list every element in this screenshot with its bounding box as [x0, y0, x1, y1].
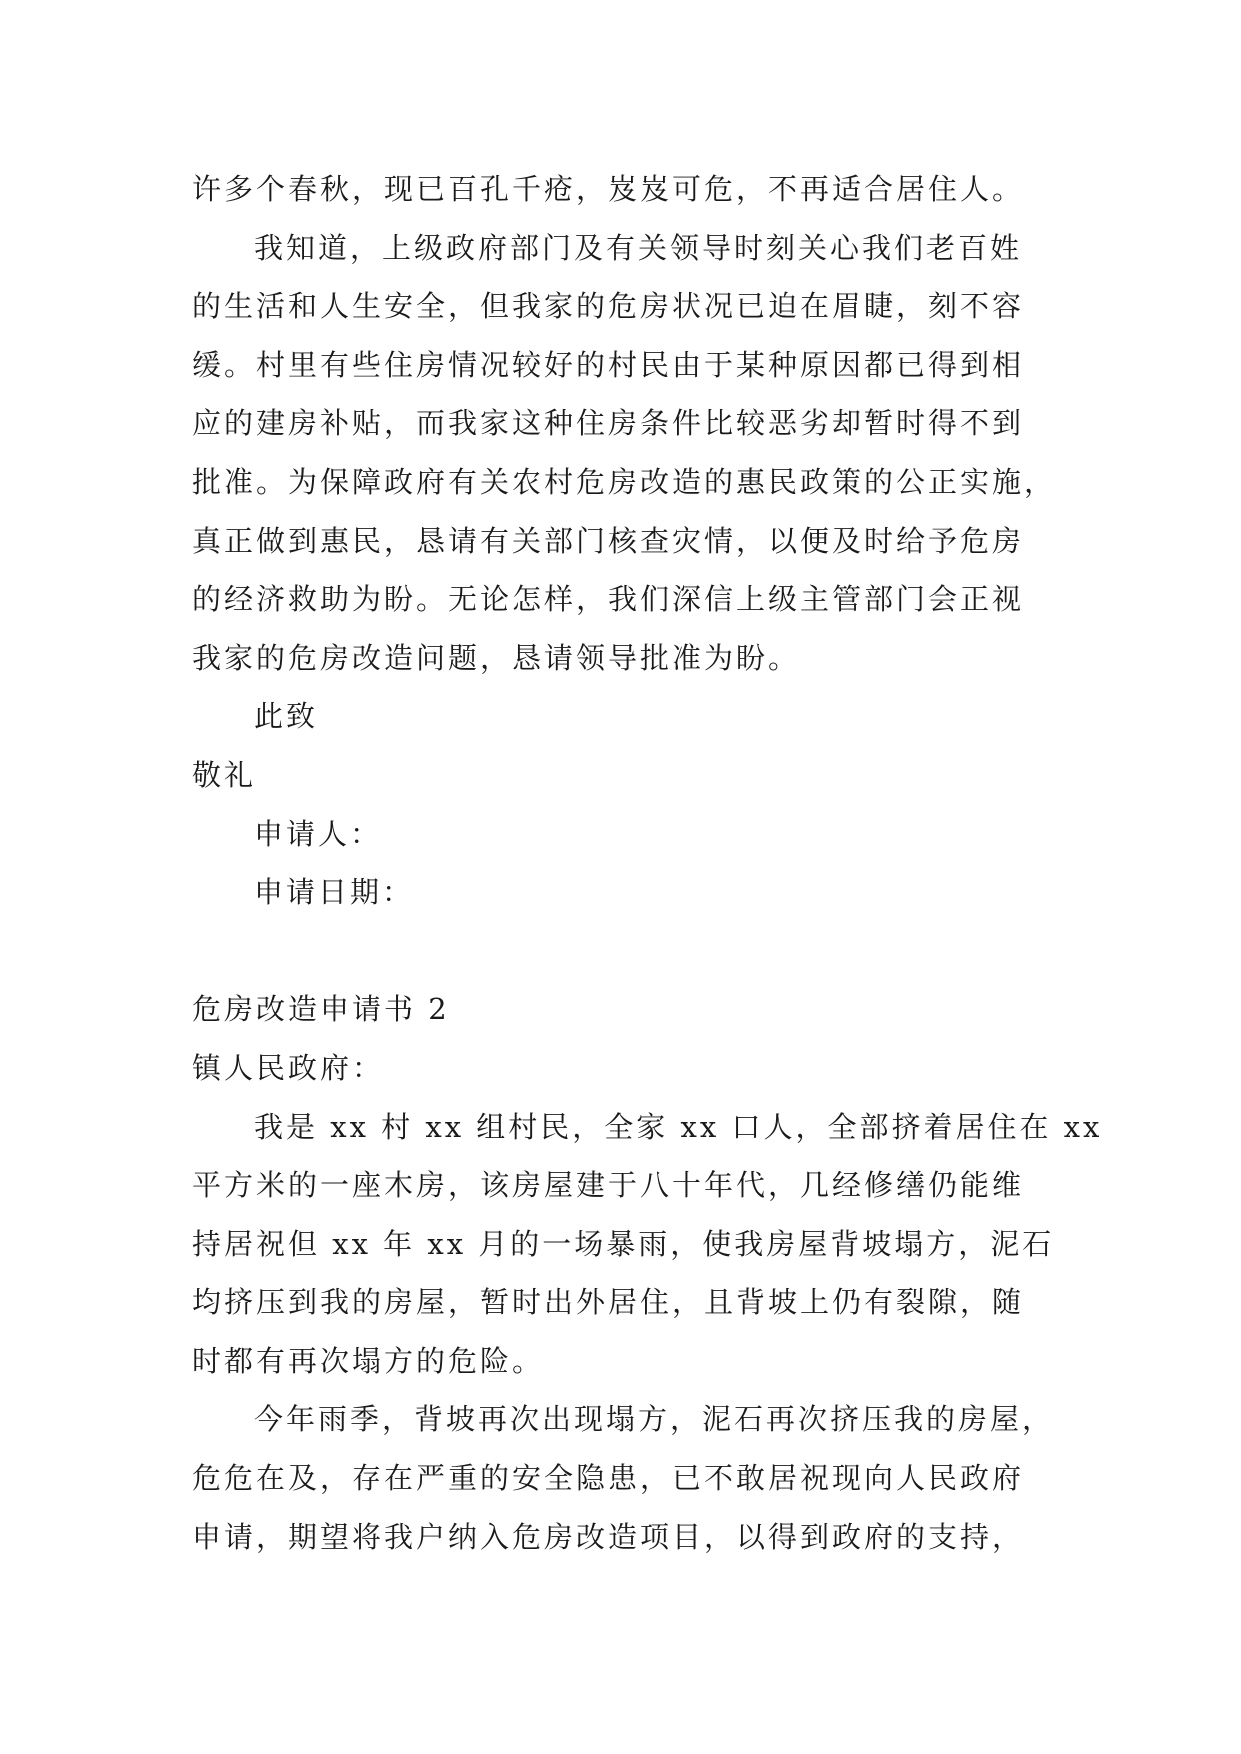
- body-line: 应的建房补贴，而我家这种住房条件比较恶劣却暂时得不到: [192, 406, 1025, 441]
- recipient-line: 镇人民政府：: [192, 1050, 385, 1085]
- applicant-label: 申请人：: [254, 816, 383, 851]
- paragraph-start: 今年雨季，背坡再次出现塌方，泥石再次挤压我的房屋，: [254, 1402, 1055, 1437]
- paragraph-start: 我是 xx 村 xx 组村民，全家 xx 口人，全部挤着居住在 xx: [254, 1109, 1103, 1144]
- blank-line: [192, 922, 1072, 981]
- body-line: 危危在及，存在严重的安全隐患，已不敢居祝现向人民政府: [192, 1461, 1025, 1496]
- body-line: 批准。为保障政府有关农村危房改造的惠民政策的公正实施，: [192, 464, 1057, 499]
- body-line: 平方米的一座木房，该房屋建于八十年代，几经修缮仍能维: [192, 1168, 1025, 1203]
- document-body: [192, 160, 1103, 1566]
- salutation-closing: 敬礼: [192, 757, 257, 792]
- application-date-label: 申请日期：: [254, 875, 415, 910]
- paragraph-start: 我知道，上级政府部门及有关领导时刻关心我们老百姓: [254, 230, 1023, 265]
- body-line: 的经济救助为盼。无论怎样，我们深信上级主管部门会正视: [192, 582, 1025, 617]
- body-line: 的生活和人生安全，但我家的危房状况已迫在眉睫，刻不容: [192, 289, 1025, 324]
- section-title: 危房改造申请书 2: [192, 992, 450, 1027]
- body-line: 均挤压到我的房屋，暂时出外居住，且背坡上仍有裂隙，随: [192, 1285, 1025, 1320]
- body-line: 我家的危房改造问题，恳请领导批准为盼。: [192, 640, 801, 675]
- body-line: 持居祝但 xx 年 xx 月的一场暴雨，使我房屋背坡塌方，泥石: [192, 1226, 1055, 1261]
- body-line: 时都有再次塌方的危险。: [192, 1343, 545, 1378]
- salutation-line: 此致: [254, 699, 319, 734]
- body-line: 缓。村里有些住房情况较好的村民由于某种原因都已得到相: [192, 347, 1025, 382]
- body-line: 真正做到惠民，恳请有关部门核查灾情，以便及时给予危房: [192, 523, 1025, 558]
- body-line: 申请，期望将我户纳入危房改造项目，以得到政府的支持，: [192, 1519, 1025, 1554]
- body-line: 许多个春秋，现已百孔千疮，岌岌可危，不再适合居住人。: [192, 172, 1025, 206]
